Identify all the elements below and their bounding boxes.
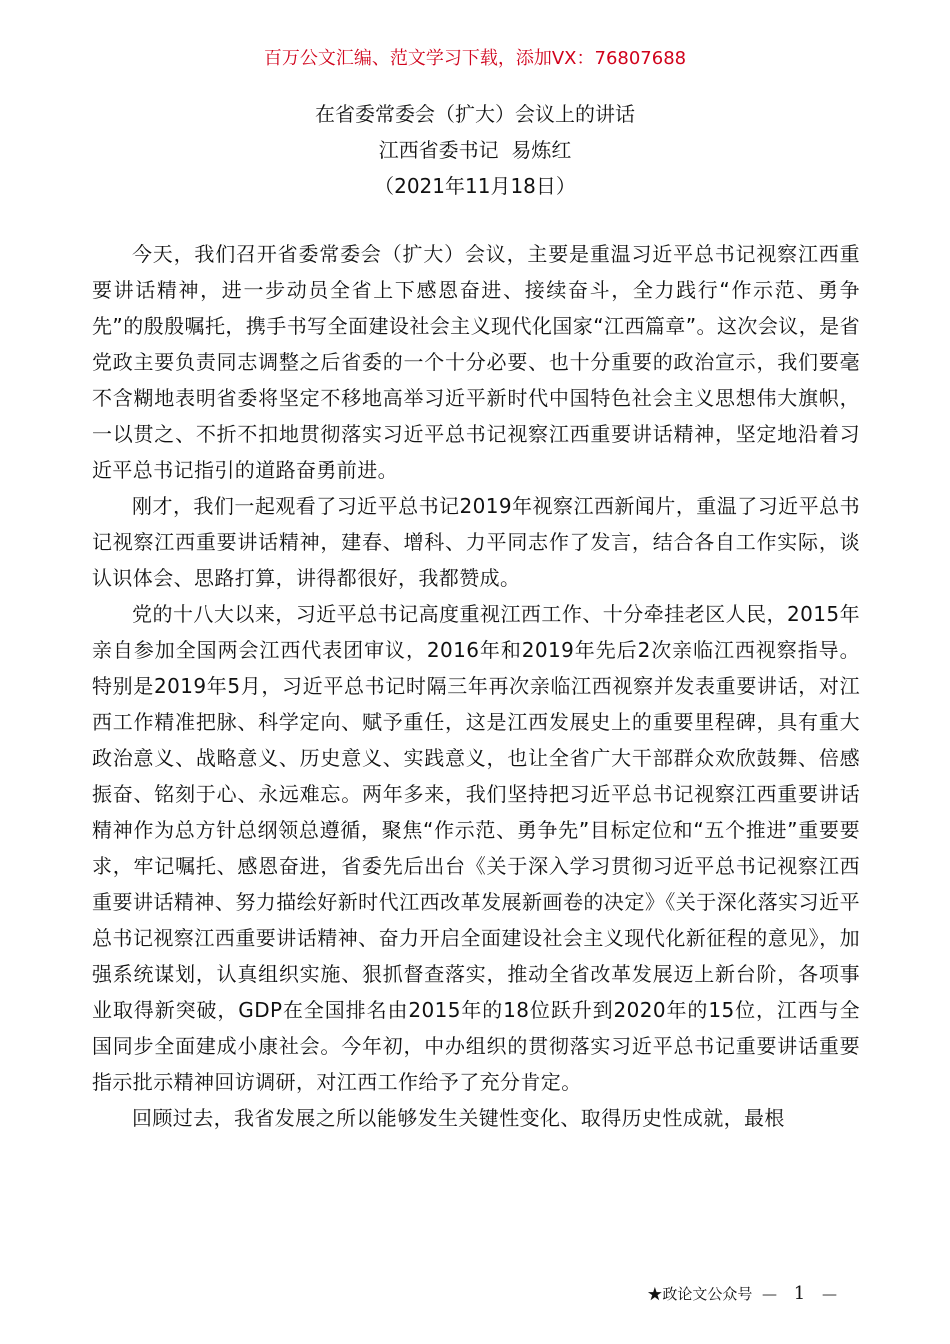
speaker-line: 江西省委书记 易炼红 xyxy=(378,138,572,162)
page-footer xyxy=(647,1282,837,1306)
document-body xyxy=(92,236,860,1136)
document-title: 在省委常委会（扩大）会议上的讲话 xyxy=(315,102,635,126)
document-date: （2021年11月18日） xyxy=(374,174,576,198)
paragraph: 今天，我们召开省委常委会（扩大）会议，主要是重温习近平总书记视察江西重要讲话精神，进一步动员全省上下感恩奋进、接续奋斗，全力践行“作示范、勇争先”的殷殷嘱托，携手书写全面建设社会主义现代化国家“江西篇章”。这次会议，是省党政主要负责同志调整之后省委的一个十分必要、也十分重要的政治宣示，我们要毫不含糊地表明省委将坚定不移地高举习近平新时代中国特色社会主义思想伟大旗帜，一以贯之、不折不扣地贯彻落实习近平总书记视察江西重要讲话精神，坚定地沿着习近平总书记指引的道路奋勇前进。 xyxy=(92,242,860,482)
page-number-dash-right: — xyxy=(822,1285,837,1303)
paragraph: 刚才，我们一起观看了习近平总书记2019年视察江西新闻片，重温了习近平总书记视察江西重要讲话精神，建春、增科、力平同志作了发言，结合各自工作实际，谈认识体会、思路打算，讲得都很好，我都赞成。 xyxy=(92,494,860,590)
footer-source: ★政论文公众号 xyxy=(647,1285,753,1303)
paragraph: 回顾过去，我省发展之所以能够发生关键性变化、取得历史性成就，最根 xyxy=(132,1106,785,1130)
document-header xyxy=(0,96,950,204)
paragraph: 党的十八大以来，习近平总书记高度重视江西工作、十分牵挂老区人民，2015年亲自参加全国两会江西代表团审议，2016年和2019年先后2次亲临江西视察指导。特别是2019年5月，习近平总书记时隔三年再次亲临江西视察并发表重要讲话，对江西工作精准把脉、科学定向、赋予重任，这是江西发展史上的重要里程碑，具有重大政治意义、战略意义、历史意义、实践意义，也让全省广大干部群众欢欣鼓舞、倍感振奋、铭刻于心、永远难忘。两年多来，我们坚持把习近平总书记视察江西重要讲话精神作为总方针总纲领总遵循，聚焦“作示范、勇争先”目标定位和“五个推进”重要要求，牢记嘱托、感恩奋进，省委先后出台《关于深入学习贯彻习近平总书记视察江西重要讲话精神、努力描绘好新时代江西改革发展新画卷的决定》《关于深化落实习近平总书记视察江西重要讲话精神、奋力开启全面建设社会主义现代化新征程的意见》，加强系统谋划，认真组织实施、狠抓督查落实，推动全省改革发展迈上新台阶，各项事业取得新突破，GDP在全国排名由2015年的18位跃升到2020年的15位，江西与全国同步全面建成小康社会。今年初，中办组织的贯彻落实习近平总书记重要讲话重要指示批示精神回访调研，对江西工作给予了充分肯定。 xyxy=(92,602,860,1094)
page-number: 1 xyxy=(793,1283,806,1304)
page-number-dash-left: — xyxy=(757,1285,777,1303)
watermark-banner: 百万公文汇编、范文学习下载，添加VX：76807688 xyxy=(263,48,687,69)
